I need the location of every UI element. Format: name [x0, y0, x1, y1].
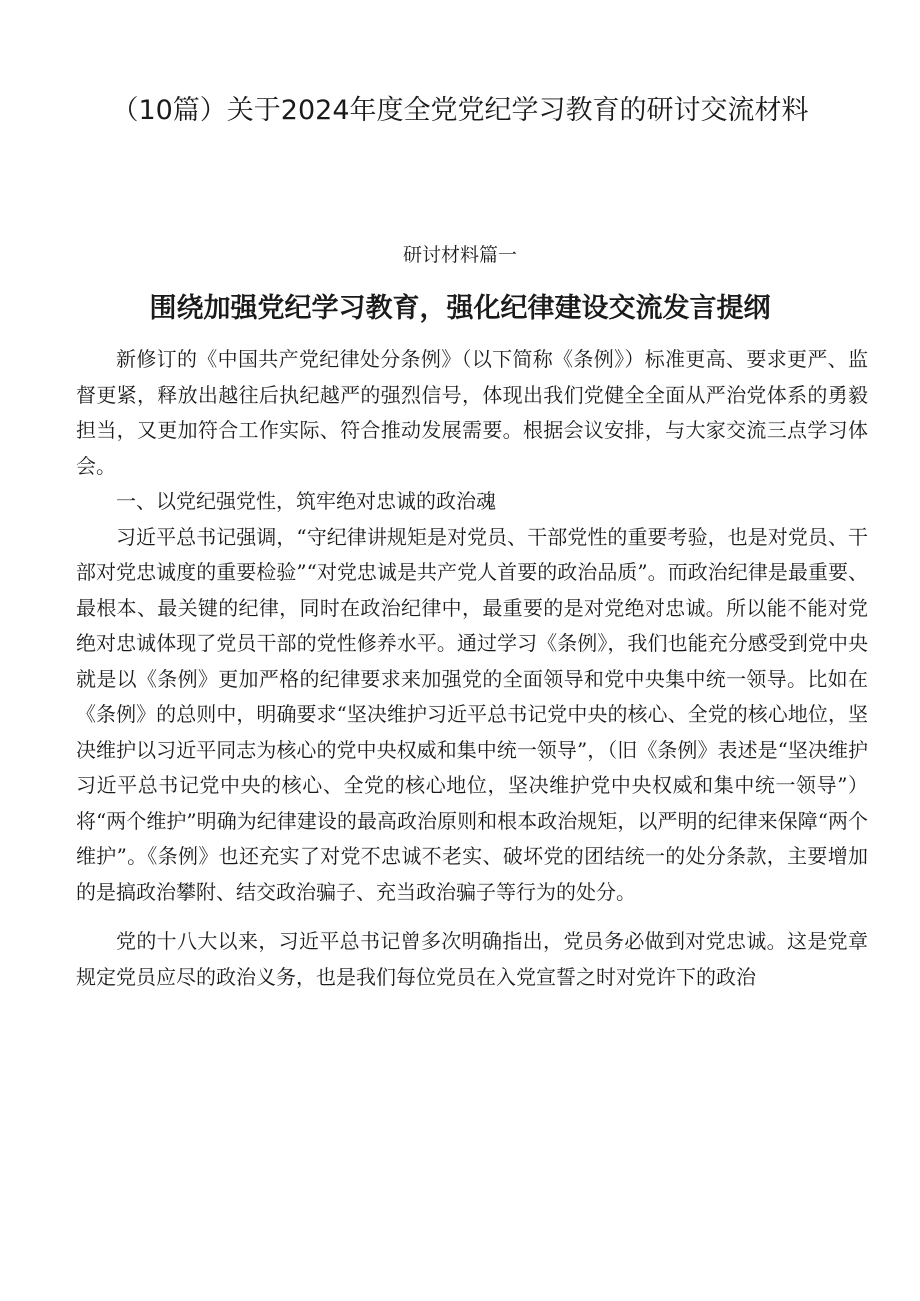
document-title: （10篇）关于2024年度全党党纪学习教育的研讨交流材料: [111, 95, 809, 126]
speech-title: 围绕加强党纪学习教育，强化纪律建设交流发言提纲: [149, 293, 771, 324]
paragraph-eighteenth-congress: 党的十八大以来，习近平总书记曾多次明确指出，党员务必做到对党忠诚。这是党章规定党员应尽的政治义务，也是我们每位党员在入党宣誓之时对党许下的政治: [76, 929, 868, 989]
body-text: [76, 342, 868, 995]
section-heading: 一、以党纪强党性，筑牢绝对忠诚的政治魂: [116, 489, 496, 513]
paragraph-intro: 新修订的《中国共产党纪律处分条例》（以下简称《条例》）标准更高、要求更严、监督更紧，释放出越往后执纪越严的强烈信号，体现出我们党健全全面从严治党体系的勇毅担当，又更加符合工作实际、符合推动发展需要。根据会议安排，与大家交流三点学习体会。: [76, 347, 868, 478]
section-label: 研讨材料篇一: [402, 244, 517, 266]
paragraph-loyalty: 习近平总书记强调，“守纪律讲规矩是对党员、干部党性的重要考验，也是对党员、干部对党忠诚度的重要检验”“对党忠诚是共产党人首要的政治品质”。而政治纪律是最重要、最根本、最关键的纪律，同时在政治纪律中，最重要的是对党绝对忠诚。所以能不能对党绝对忠诚体现了党员干部的党性修养水平。通过学习《条例》，我们也能充分感受到党中央就是以《条例》更加严格的纪律要求来加强党的全面领导和党中央集中统一领导。比如在《条例》的总则中，明确要求“坚决维护习近平总书记党中央的核心、全党的核心地位，坚决维护以习近平同志为核心的党中央权威和集中统一领导”，（旧《条例》表述是“坚决维护习近平总书记党中央的核心、全党的核心地位，坚决维护党中央权威和集中统一领导”）将“两个维护”明确为纪律建设的最高政治原则和根本政治规矩，以严明的纪律来保障“两个维护”。《条例》也还充实了对党不忠诚不老实、破坏党的团结统一的处分条款，主要增加的是搞政治攀附、结交政治骗子、充当政治骗子等行为的处分。: [76, 524, 868, 904]
